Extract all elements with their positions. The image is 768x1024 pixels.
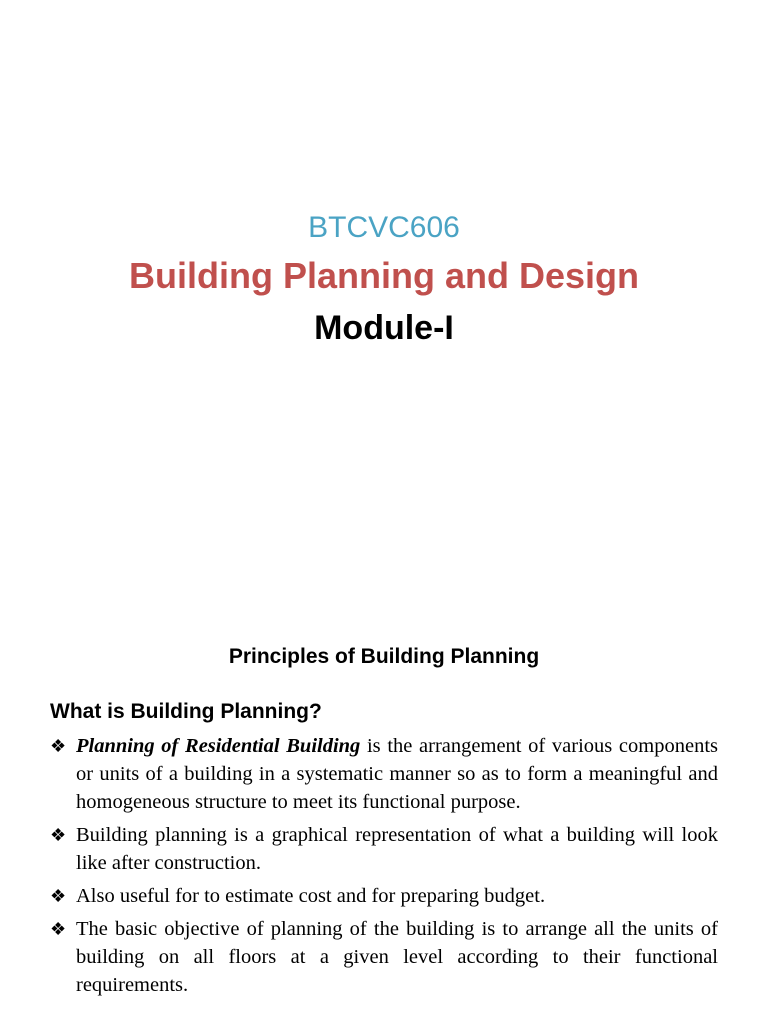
module-label: Module-I [314,309,454,347]
course-title: Building Planning and Design [129,255,639,296]
diamond-bullet-icon: ❖ [50,919,67,939]
bullet-text: Building planning is a graphical representation of what a building will look like after construction. [76,824,718,874]
bullet-emphasis: Planning of Residential Building [76,735,361,757]
bullet-item [50,915,718,999]
diamond-bullet-icon: ❖ [50,886,67,906]
bullet-text: Also useful for to estimate cost and for preparing budget. [76,885,546,907]
bullet-item [50,732,718,816]
bullet-item [50,882,718,910]
section-heading: Principles of Building Planning [228,645,540,668]
content-slide [0,600,768,1024]
bullet-text: The basic objective of planning of the building is to arrange all the units of building on all floors at a given level according to their functional requirements. [76,918,718,996]
subheading: What is Building Planning? [50,700,322,723]
diamond-bullet-icon: ❖ [50,825,67,845]
course-code: BTCVC606 [308,211,460,244]
bullet-list [50,732,718,1004]
bullet-item [50,821,718,877]
bullet-text: is the arrangement of various components or units of a building in a systematic manner so as to form a meaningful and homogeneous structure to meet its functional purpose. [76,735,718,813]
diamond-bullet-icon: ❖ [50,736,67,756]
